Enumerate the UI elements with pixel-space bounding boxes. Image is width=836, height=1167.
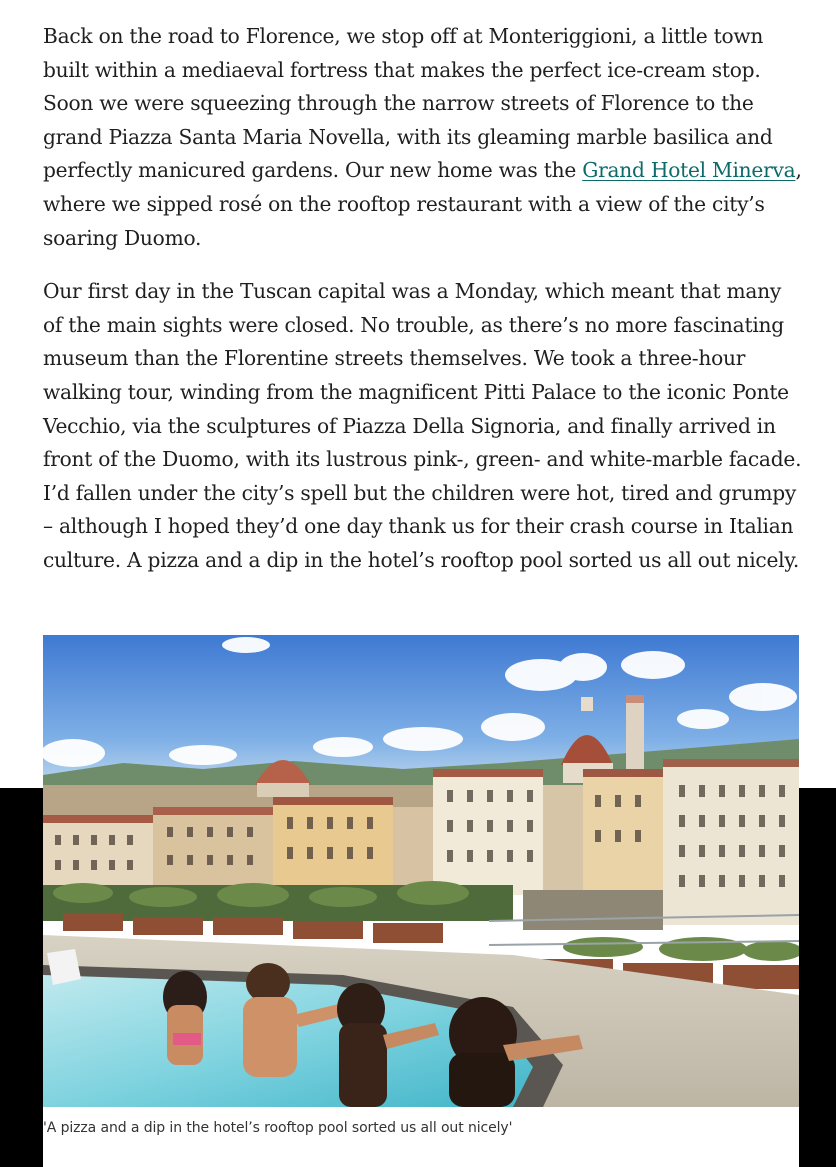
paragraph-text: Back on the road to Florence, we stop off at Monteriggioni, a little town built within a mediaeval fortress that makes the perfect ice-cream stop. Soon we were squeezing through the narrow streets of Florence to the grand Piazza Santa Maria Novella, with its gleaming marble basilica and perfectly manicured gardens. Our new home was the: [43, 24, 773, 183]
article-paragraph: [43, 20, 803, 255]
photo-caption: 'A pizza and a dip in the hotel’s rooftop pool sorted us all out nicely': [43, 1120, 513, 1136]
paragraph-text: , where we sipped rosé on the rooftop restaurant with a view of the city’s soaring Duomo.: [43, 158, 802, 250]
rooftop-pool-photo: [43, 635, 799, 1107]
article-figure: [43, 635, 799, 1167]
hotel-link[interactable]: Grand Hotel Minerva: [582, 158, 796, 183]
article-paragraph: Our first day in the Tuscan capital was a Monday, which meant that many of the main sights were closed. No trouble, as there’s no more fascinating museum than the Florentine streets themselves. We took a three-hour walking tour, winding from the magnificent Pitti Palace to the iconic Ponte Vecchio, via the sculptures of Piazza Della Signoria, and finally arrived in front of the Duomo, with its lustrous pink-, green- and white-marble facade. I’d fallen under the city’s spell but the children were hot, tired and grumpy – although I hoped they’d one day thank us for their crash course in Italian culture. A pizza and a dip in the hotel’s rooftop pool sorted us all out nicely.: [43, 279, 802, 572]
article-body: [43, 20, 803, 598]
